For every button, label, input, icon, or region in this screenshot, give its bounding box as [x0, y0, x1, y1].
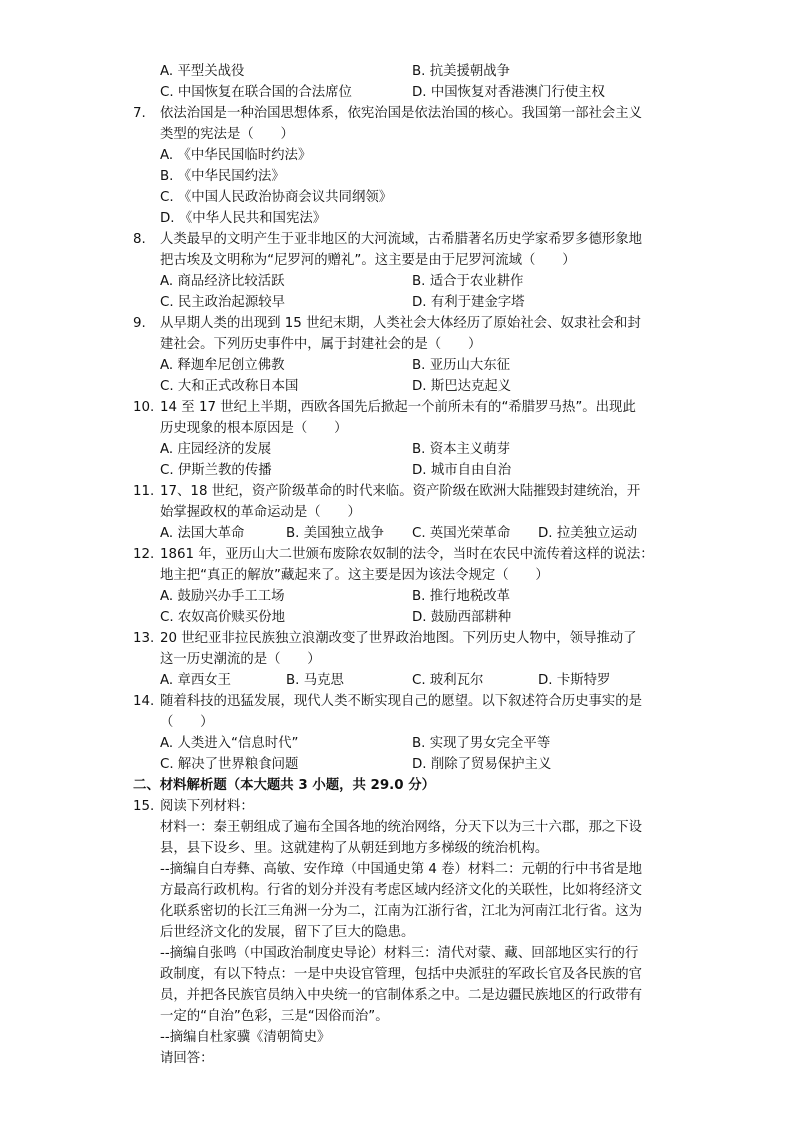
q15-material-line: 材料一：秦王朝组成了遍布全国各地的统治网络，分天下以为三十六郡，那之下设 [160, 820, 643, 835]
q12-stem-line2: 地主把“真正的解放”藏起来了。这主要是因为该法令规定（ ） [160, 568, 549, 583]
section-heading: 二、材料解析题（本大题共 3 小题，共 29.0 分） [133, 778, 436, 793]
q8-stem-line1: 人类最早的文明产生于亚非地区的大河流域，古希腊著名历史学家希罗多德形象地 [160, 232, 643, 247]
q13-stem-line1: 20 世纪亚非拉民族独立浪潮改变了世界政治地图。下列历史人物中，领导推动了 [160, 631, 637, 646]
q8-number: 8. [133, 232, 146, 247]
q13-option-a: A. 章西女王 [160, 673, 231, 688]
q8-option-b: B. 适合于农业耕作 [412, 274, 524, 289]
q6-option-a: A. 平型关战役 [160, 64, 245, 79]
q10-option-b: B. 资本主义萌芽 [412, 442, 511, 457]
q10-stem-line1: 14 至 17 世纪上半期，西欧各国先后掀起一个前所未有的“希腊罗马热”。出现此 [160, 400, 636, 415]
q13-option-c: C. 玻利瓦尔 [412, 673, 484, 688]
q7-stem-line2: 类型的宪法是（ ） [160, 127, 294, 142]
q11-stem-line2: 始掌握政权的革命运动是（ ） [160, 505, 361, 520]
q12-option-a: A. 鼓励兴办手工工场 [160, 589, 285, 604]
q12-option-c: C. 农奴高价赎买份地 [160, 610, 285, 625]
q11-stem-line1: 17、18 世纪，资产阶级革命的时代来临。资产阶级在欧洲大陆摧毁封建统治，开 [160, 484, 641, 499]
q9-stem-line2: 建社会。下列历史事件中，属于封建社会的是（ ） [160, 337, 482, 352]
q15-material-line: 方最高行政机构。行省的划分并没有考虑区域内经济文化的关联性，比如将经济文 [160, 883, 643, 898]
q10-option-c: C. 伊斯兰教的传播 [160, 463, 272, 478]
q11-option-b: B. 美国独立战争 [286, 526, 385, 541]
q15-prompt: 请回答： [160, 1051, 214, 1066]
q11-number: 11. [133, 484, 155, 499]
q15-material-line: --摘编自杜家骥《清朝简史》 [160, 1030, 331, 1045]
q14-stem-line2: （ ） [160, 715, 214, 730]
q15-material-line: 一定的“自治”色彩，三是“因俗而治”。 [160, 1009, 389, 1024]
q11-option-c: C. 英国光荣革命 [412, 526, 511, 541]
q14-option-c: C. 解决了世界粮食问题 [160, 757, 299, 772]
q12-number: 12. [133, 547, 155, 562]
q7-number: 7. [133, 106, 146, 121]
q6-option-c: C. 中国恢复在联合国的合法席位 [160, 85, 352, 100]
q14-option-d: D. 削除了贸易保护主义 [412, 757, 552, 772]
q7-option-a: A. 《中华民国临时约法》 [160, 148, 312, 163]
q9-option-a: A. 释迦牟尼创立佛教 [160, 358, 285, 373]
q10-number: 10. [133, 400, 155, 415]
q13-option-b: B. 马克思 [286, 673, 344, 688]
q13-number: 13. [133, 631, 155, 646]
q9-number: 9. [133, 316, 146, 331]
q15-material-line: 化联系密切的长江三角洲一分为二，江南为江浙行省，江北为河南江北行省。这为 [160, 904, 643, 919]
q8-option-c: C. 民主政治起源较早 [160, 295, 285, 310]
q6-option-d: D. 中国恢复对香港澳门行使主权 [412, 85, 605, 100]
q12-stem-line1: 1861 年，亚历山大二世颁布废除农奴制的法令，当时在农民中流传着这样的说法： [160, 547, 654, 562]
q12-option-b: B. 推行地税改革 [412, 589, 511, 604]
q15-material-line: 后世经济文化的发展，留下了巨大的隐患。 [160, 925, 415, 940]
q15-material-line: 政制度，有以下特点：一是中央设官管理，包括中央派驻的军政长官及各民族的官 [160, 967, 643, 982]
q15-material-line: 员，并把各民族官员纳入中央统一的官制体系之中。二是边疆民族地区的行政带有 [160, 988, 643, 1003]
q6-option-b: B. 抗美援朝战争 [412, 64, 511, 79]
q10-option-a: A. 庄园经济的发展 [160, 442, 272, 457]
q14-option-a: A. 人类进入“信息时代” [160, 736, 299, 751]
q14-number: 14. [133, 694, 155, 709]
q7-option-b: B. 《中华民国约法》 [160, 169, 285, 184]
q7-option-d: D. 《中华人民共和国宪法》 [160, 211, 327, 226]
q7-stem-line1: 依法治国是一种治国思想体系，依宪治国是依法治国的核心。我国第一部社会主义 [160, 106, 643, 121]
q10-option-d: D. 城市自由自治 [412, 463, 512, 478]
q8-option-d: D. 有利于建金字塔 [412, 295, 525, 310]
q15-intro: 阅读下列材料： [160, 799, 254, 814]
q11-option-d: D. 拉美独立运动 [538, 526, 638, 541]
q14-option-b: B. 实现了男女完全平等 [412, 736, 551, 751]
q9-option-b: B. 亚历山大东征 [412, 358, 511, 373]
q12-option-d: D. 鼓励西部耕种 [412, 610, 512, 625]
q15-material-line: 县，县下设乡、里。这就建构了从朝廷到地方多梯级的统治机构。 [160, 841, 549, 856]
q7-option-c: C. 《中国人民政治协商会议共同纲领》 [160, 190, 393, 205]
q15-number: 15. [133, 799, 155, 814]
q9-option-d: D. 斯巴达克起义 [412, 379, 512, 394]
q9-stem-line1: 从早期人类的出现到 15 世纪末期，人类社会大体经历了原始社会、奴隶社会和封 [160, 316, 641, 331]
q11-option-a: A. 法国大革命 [160, 526, 245, 541]
q15-material-line: --摘编自白寿彝、高敏、安作璋（中国通史第 4 卷）材料二：元朝的行中书省是地 [160, 862, 642, 877]
q14-stem-line1: 随着科技的迅猛发展，现代人类不断实现自己的愿望。以下叙述符合历史事实的是 [160, 694, 643, 709]
q8-stem-line2: 把古埃及文明称为“尼罗河的赠礼”。这主要是由于尼罗河流域（ ） [160, 253, 576, 268]
q15-material-line: --摘编自张鸣（中国政治制度史导论）材料三：清代对蒙、藏、回部地区实行的行 [160, 946, 639, 961]
q13-option-d: D. 卡斯特罗 [538, 673, 611, 688]
q9-option-c: C. 大和正式改称日本国 [160, 379, 299, 394]
q13-stem-line2: 这一历史潮流的是（ ） [160, 652, 321, 667]
q8-option-a: A. 商品经济比较活跃 [160, 274, 285, 289]
q10-stem-line2: 历史现象的根本原因是（ ） [160, 421, 348, 436]
